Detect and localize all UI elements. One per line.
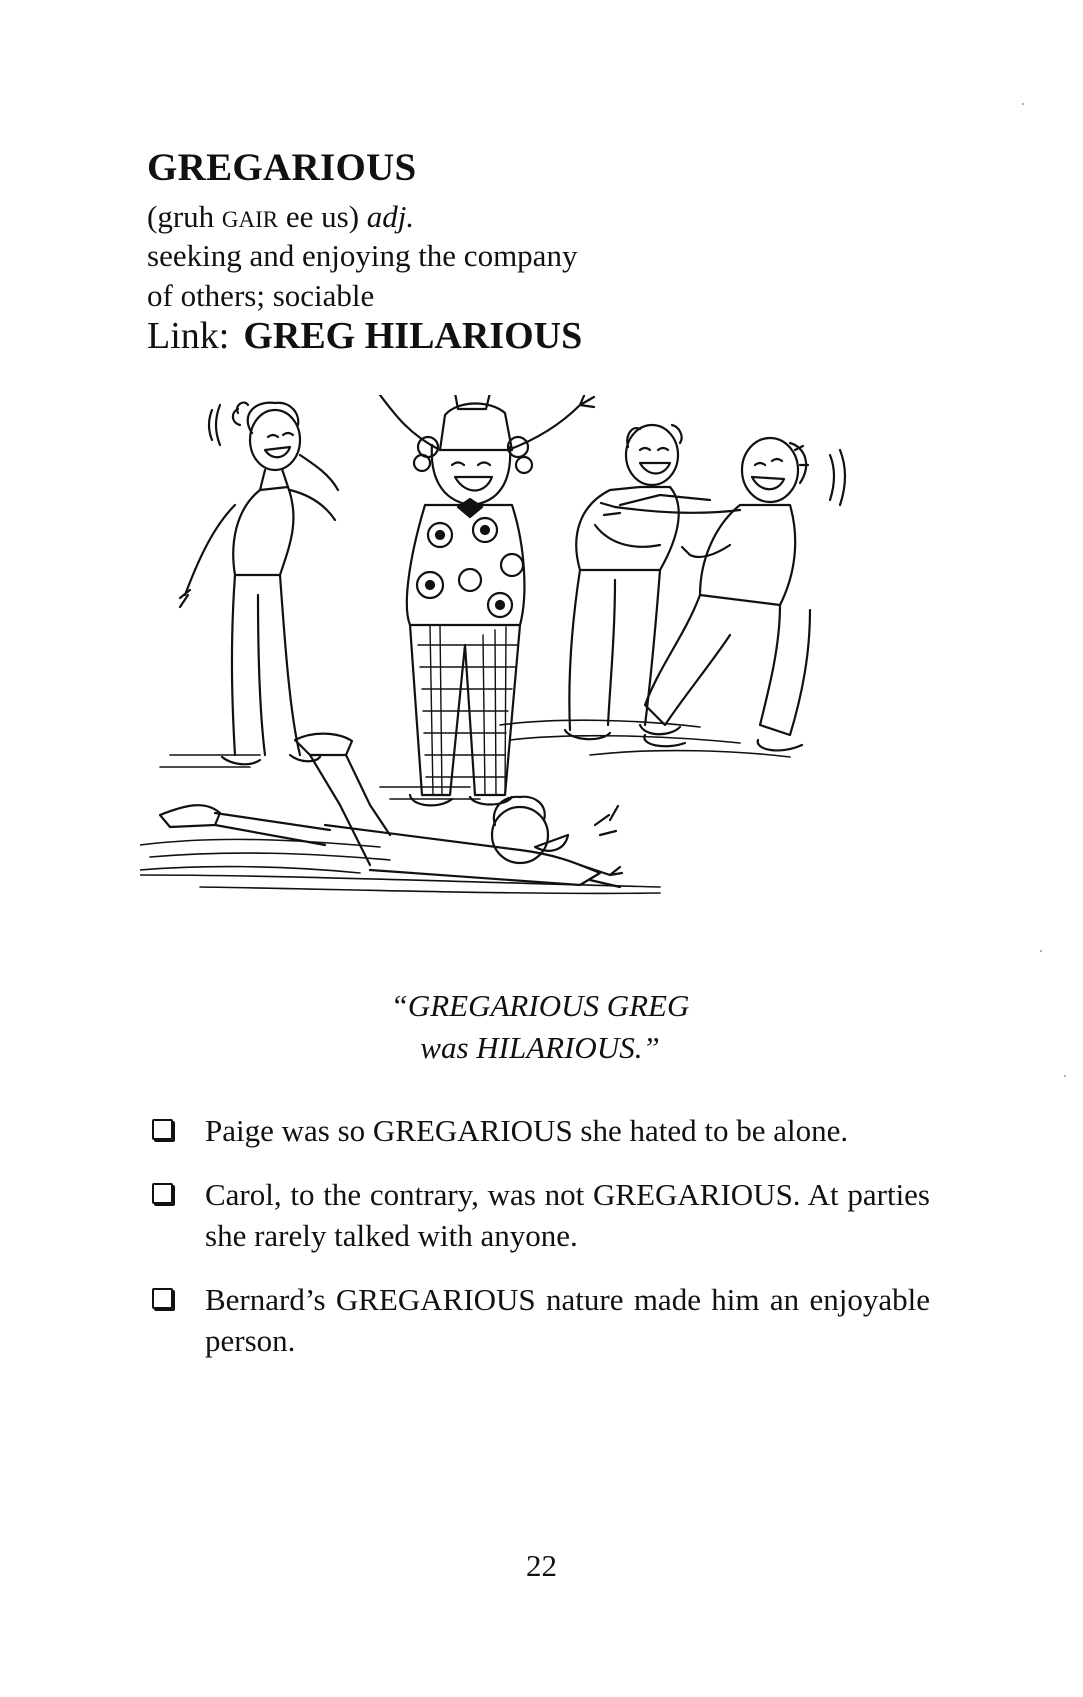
woman-figure <box>180 403 338 765</box>
sentence-text: Bernard’s GREGARIOUS nature made him an enjoyable person. <box>205 1282 930 1358</box>
cartoon-illustration <box>140 395 860 975</box>
example-sentence <box>152 1174 930 1256</box>
entry-word: GREGARIOUS <box>147 146 417 189</box>
definition <box>147 236 747 316</box>
example-sentence <box>152 1110 930 1151</box>
scan-speck <box>1064 1075 1066 1077</box>
caption-line: was HILARIOUS.” <box>420 1030 660 1065</box>
definition-line: of others; sociable <box>147 278 375 313</box>
definition-line: seeking and enjoying the company <box>147 238 578 273</box>
pointing-man-figure <box>601 438 845 750</box>
page-number: 22 <box>526 1548 557 1583</box>
checkbox-icon[interactable] <box>152 1183 173 1204</box>
pronunciation-rest: ee us) <box>285 199 360 234</box>
link-label: Link: <box>147 315 230 357</box>
link-line <box>147 314 582 358</box>
illustration-caption <box>300 985 780 1069</box>
pronunciation <box>147 197 414 240</box>
pronunciation-stress: GAIR <box>221 207 279 232</box>
checkbox-icon[interactable] <box>152 1288 173 1309</box>
sentence-text: Carol, to the contrary, was not GREGARIOUS. At parties she rarely talked with anyone. <box>205 1177 930 1253</box>
clown-greg-figure <box>370 395 594 805</box>
ground-hatching <box>140 720 790 893</box>
checkbox-icon[interactable] <box>152 1119 173 1140</box>
caption-line: “GREGARIOUS GREG <box>390 988 690 1023</box>
scan-speck <box>1022 103 1024 105</box>
pronunciation-open: (gruh <box>147 199 215 234</box>
example-sentences <box>152 1110 930 1384</box>
example-sentence <box>152 1279 930 1361</box>
sentence-text: Paige was so GREGARIOUS she hated to be alone. <box>205 1113 849 1148</box>
link-word: GREG HILARIOUS <box>243 315 583 357</box>
part-of-speech: adj. <box>366 199 415 234</box>
lying-man-figure <box>160 734 622 887</box>
scan-speck <box>1040 950 1042 952</box>
